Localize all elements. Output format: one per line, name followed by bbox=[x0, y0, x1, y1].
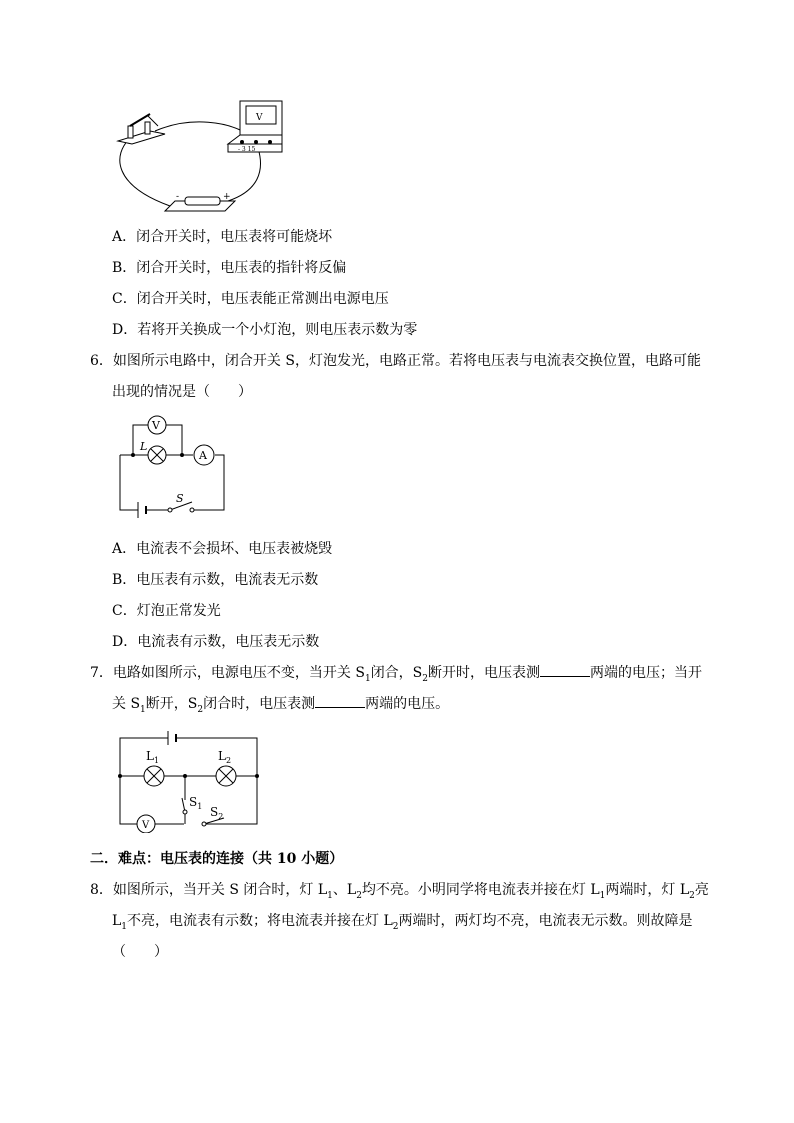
section-heading: 二．难点：电压表的连接（共 10 小题） bbox=[90, 851, 344, 867]
q8-stem-line1: 8．如图所示，当开关 S 闭合时，灯 $L_1$、$L_2$均不亮。小明同学将电流表并接在灯 $L_1$两端时，灯 $L_2$亮 bbox=[90, 882, 709, 901]
q6-lamp-label: L bbox=[140, 440, 148, 453]
battery-plus: + bbox=[223, 192, 231, 202]
voltmeter-letter: V bbox=[256, 113, 263, 123]
battery-minus: - bbox=[176, 192, 180, 202]
q5-option-a: A．闭合开关时，电压表将可能烧坏 bbox=[112, 229, 333, 245]
q7-voltmeter-letter: V bbox=[142, 820, 150, 831]
q7-blank-2[interactable] bbox=[315, 695, 365, 708]
q6-option-a: A．电流表不会损坏、电压表被烧毁 bbox=[112, 541, 333, 557]
q8-stem-line3: （ ） bbox=[112, 944, 168, 960]
q7-switch2-label: $S_2$ bbox=[210, 805, 224, 821]
q7-stem-line2: 关 $S_1$断开，$S_2$闭合时，电压表测 两端的电压。 bbox=[112, 696, 450, 715]
q7-lamp1-label: $L_1$ bbox=[146, 749, 160, 765]
q5-option-d: D．若将开关换成一个小灯泡，则电压表示数为零 bbox=[112, 322, 418, 338]
q7-stem-line1: 7．电路如图所示，电源电压不变，当开关 $S_1$闭合，$S_2$断开时，电压表测 两端的电压；当开 bbox=[90, 665, 703, 684]
q6-stem-line2: 出现的情况是（ ） bbox=[112, 384, 252, 400]
q6-stem-line1: 6．如图所示电路中，闭合开关 S，灯泡发光，电路正常。若将电压表与电流表交换位置，电路可能 bbox=[90, 353, 701, 369]
q6-switch-label: S bbox=[176, 492, 184, 505]
q7-lamp2-label: $L_2$ bbox=[218, 749, 232, 765]
voltmeter-terminals: - 3 15 bbox=[238, 146, 256, 153]
q5-option-c: C．闭合开关时，电压表能正常测出电源电压 bbox=[112, 291, 389, 307]
q6-option-d: D．电流表有示数，电压表无示数 bbox=[112, 634, 320, 650]
q5-option-b: B．闭合开关时，电压表的指针将反偏 bbox=[112, 260, 347, 276]
q6-option-c: C．灯泡正常发光 bbox=[112, 603, 221, 619]
q7-blank-1[interactable] bbox=[540, 664, 590, 677]
q6-voltmeter-letter: V bbox=[152, 419, 160, 432]
q7-circuit-figure bbox=[112, 728, 262, 833]
q6-ammeter-letter: A bbox=[199, 449, 207, 462]
q8-stem-line2: $L_1$不亮，电流表有示数；将电流表并接在灯 $L_2$两端时，两灯均不亮，电流表无示数。则故障是 bbox=[112, 913, 693, 932]
q6-option-b: B．电压表有示数，电流表无示数 bbox=[112, 572, 319, 588]
q5-circuit-figure bbox=[110, 96, 300, 221]
q7-switch1-label: $S_1$ bbox=[189, 795, 203, 811]
q6-circuit-figure bbox=[110, 410, 235, 525]
